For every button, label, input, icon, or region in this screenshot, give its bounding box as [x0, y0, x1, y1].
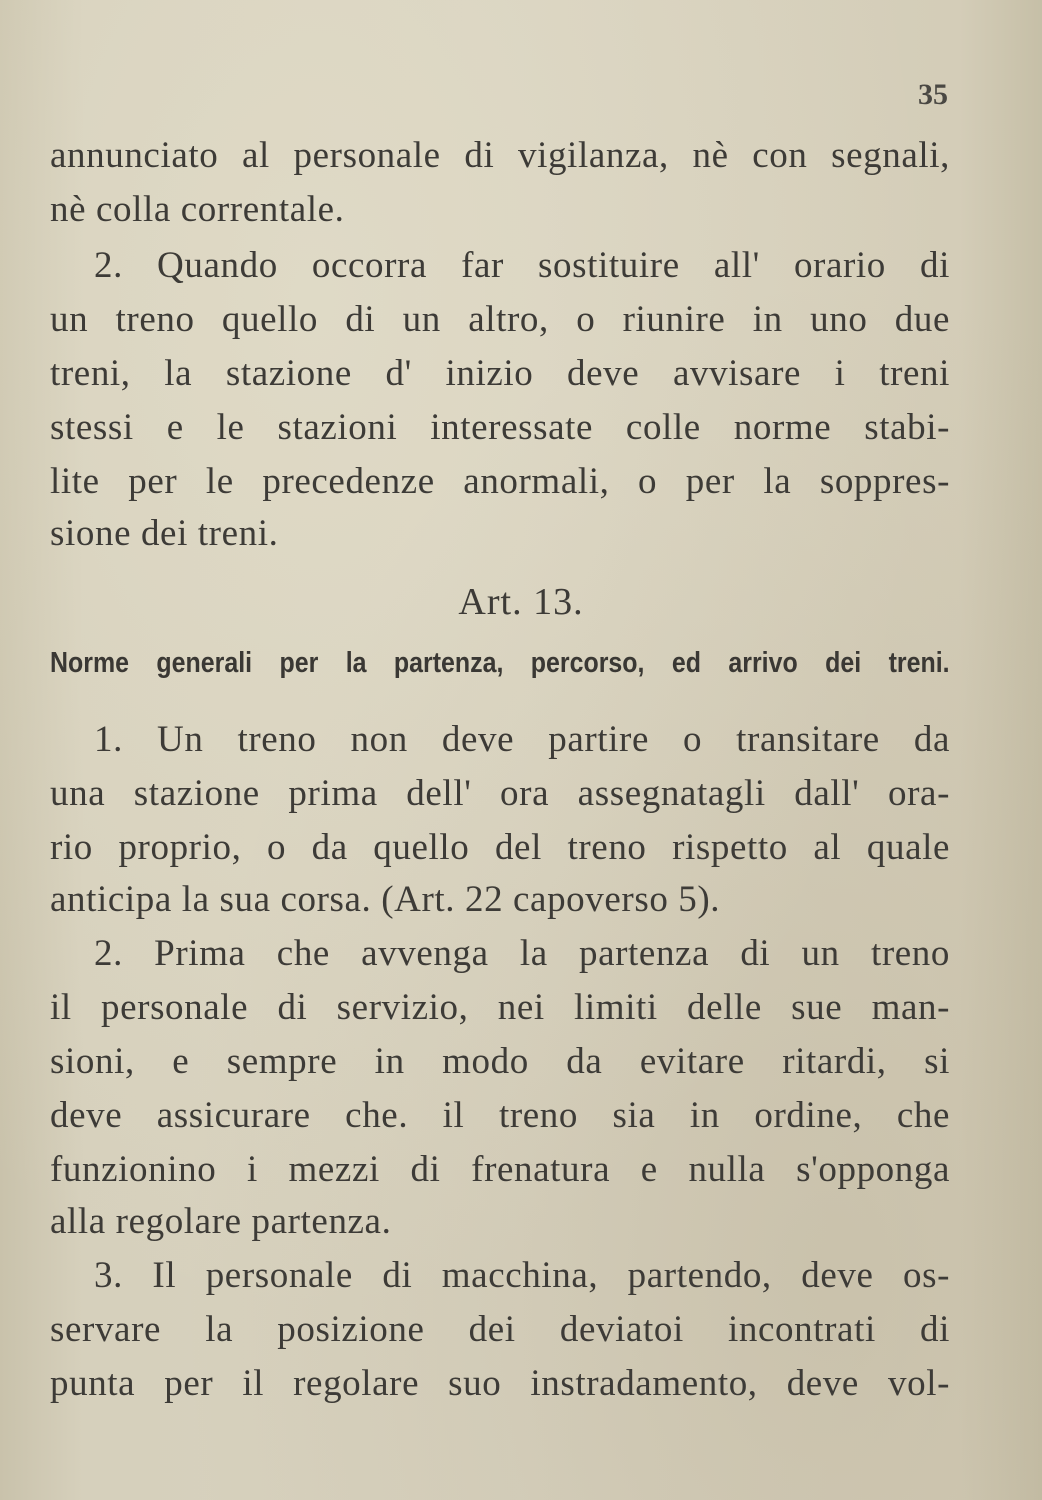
text-line: nè colla correntale.	[50, 189, 345, 230]
paragraph-start-line: 1. Un treno non deve partire o transitare da	[94, 719, 950, 760]
article-title: Art. 13.	[458, 581, 584, 623]
section-heading: Norme generali per la partenza, percorso, ed arrivo dei treni.	[50, 647, 950, 679]
text-line: un treno quello di un altro, o riunire in uno due	[50, 299, 950, 340]
text-line: sioni, e sempre in modo da evitare ritardi, si	[50, 1041, 950, 1082]
text-line: anticipa la sua corsa. (Art. 22 capoverso 5).	[50, 879, 721, 920]
text-line: una stazione prima dell' ora assegnatagli dall' ora-	[50, 773, 950, 814]
text-line: rio proprio, o da quello del treno rispetto al quale	[50, 827, 950, 868]
text-line: funzionino i mezzi di frenatura e nulla s'opponga	[50, 1149, 950, 1190]
page-number: 35	[918, 78, 948, 111]
text-line: stessi e le stazioni interessate colle norme stabi-	[50, 407, 950, 448]
paragraph-start-line: 2. Prima che avvenga la partenza di un treno	[94, 933, 950, 974]
text-line: sione dei treni.	[50, 513, 279, 554]
text-line: lite per le precedenze anormali, o per la soppres-	[50, 461, 950, 502]
text-line: il personale di servizio, nei limiti delle sue man-	[50, 987, 950, 1028]
text-line: alla regolare partenza.	[50, 1201, 392, 1242]
text-line: treni, la stazione d' inizio deve avvisare i treni	[50, 353, 950, 394]
text-line: servare la posizione dei deviatoi incontrati di	[50, 1309, 950, 1350]
text-line: punta per il regolare suo instradamento, deve vol-	[50, 1363, 950, 1404]
paragraph-start-line: 2. Quando occorra far sostituire all' orario di	[94, 245, 950, 286]
text-line: deve assicurare che. il treno sia in ordine, che	[50, 1095, 950, 1136]
text-line: annunciato al personale di vigilanza, nè con segnali,	[50, 135, 950, 176]
paragraph-start-line: 3. Il personale di macchina, partendo, deve os-	[94, 1255, 950, 1296]
